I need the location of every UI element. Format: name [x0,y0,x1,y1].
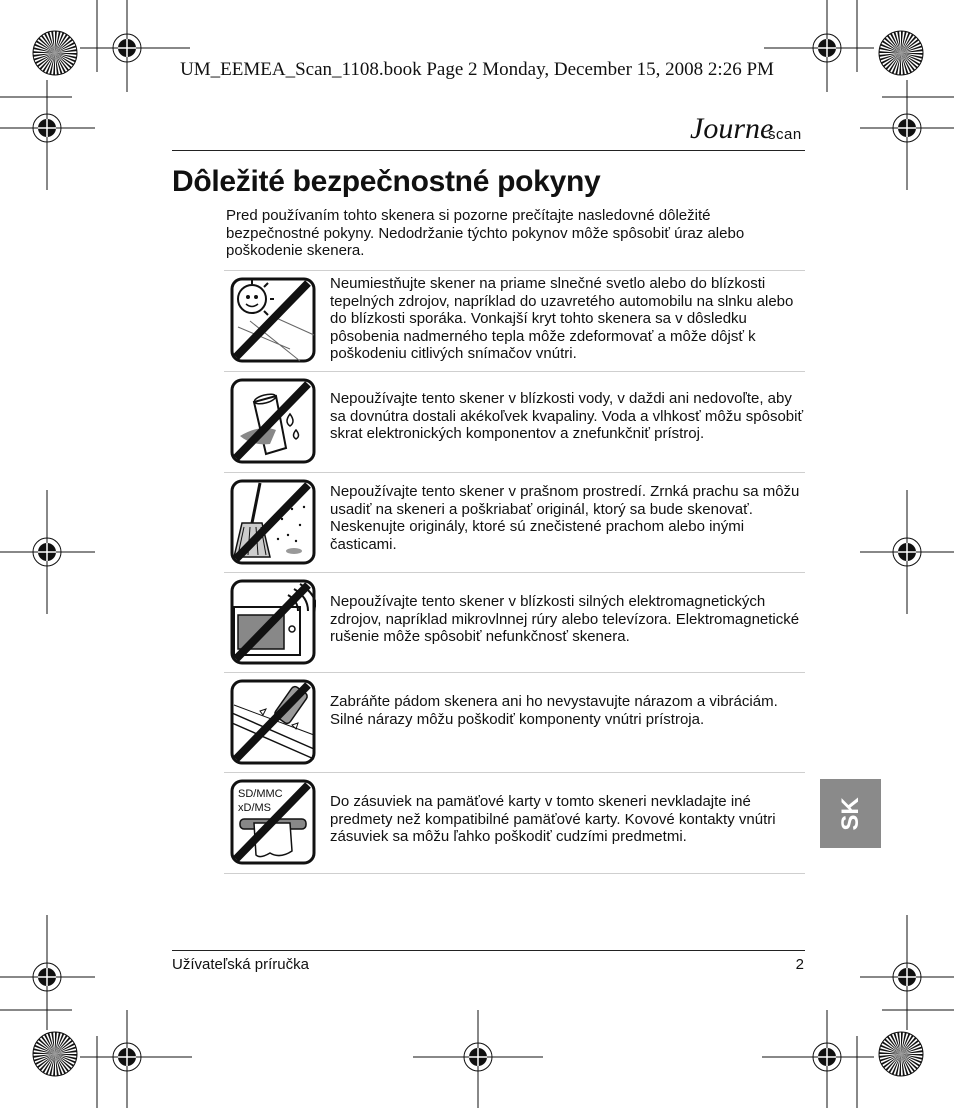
registration-star-icon [879,1032,923,1076]
print-header: UM_EEMEA_Scan_1108.book Page 2 Monday, December 15, 2008 2:26 PM [180,59,774,80]
warning-row [224,672,805,773]
no-dust-icon [230,479,316,565]
intro-paragraph: Pred používaním tohto skenera si pozorne prečítajte nasledovné dôležité bezpečnostné pokyny. Nedodržanie týchto pokynov môže spôsobiť úraz alebo poškodenie skenera. [226,207,745,259]
warning-text: Do zásuviek na pamäťové karty v tomto skeneri nevkladajte iné predmety než kompatibilné pamäťové karty. Kovové kontakty vnútri zásuviek sa môžu ľahko poškodiť cudzími predmetmi. [330,793,776,845]
warning-row [224,572,805,673]
card-slot-label-1: SD/MMC [238,788,283,800]
card-slot-label-2: xD/MS [238,802,271,814]
warning-text: Nepoužívajte tento skener v blízkosti silných elektromagnetických zdrojov, napríklad mikrovlnnej rúry alebo televízora. Elektromagnetické rušenie môže spôsobiť nefunkčnosť skenera. [330,593,800,645]
no-drop-icon [230,679,316,765]
brand-product: scan [768,126,802,143]
header-rule [172,150,805,151]
warning-row [224,371,805,472]
page-title: Dôležité bezpečnostné pokyny [172,165,601,198]
language-tab [820,779,881,848]
registration-star-icon [33,1032,77,1076]
warning-text: Nepoužívajte tento skener v prašnom prostredí. Zrnká prachu sa môžu usadiť na skeneri a poškriabať originál, ktorý sa bude skenovať. Neskenujte originály, ktoré sú znečistené prachom alebo inými časticami. [330,483,800,553]
footer-rule [172,950,805,951]
no-electromagnetic-icon [230,579,316,665]
warning-text: Zabráňte pádom skenera ani ho nevystavujte nárazom a vibráciám. Silné nárazy môžu poškodiť komponenty vnútri prístroja. [330,693,778,728]
language-tab-label: SK [836,796,864,831]
page-number: 2 [795,956,804,973]
warning-row [224,472,805,573]
warning-row [224,270,805,371]
no-sunlight-icon [230,277,316,363]
no-water-icon [230,378,316,464]
warning-text: Nepoužívajte tento skener v blízkosti vody, v daždi ani nedovoľte, aby sa dovnútra dostali akékoľvek kvapaliny. Voda a vlhkosť môžu spôsobiť skrat elektronických komponentov a znefunkčniť prístroj. [330,390,804,442]
warning-text: Neumiestňujte skener na priame slnečné svetlo alebo do blízkosti tepelných zdrojov, napríklad do uzavretého automobilu na slnku alebo do blízkosti sporáka. Vonkajší kryt tohto skenera sa v dôsledku pôsobenia nadmerného tepla môže zdeformovať a môže dôjsť k poškodeniu citlivých snímačov vnútri. [330,275,794,362]
warning-row [224,772,805,874]
brand-script: Journe [690,112,774,145]
no-foreign-objects-icon [230,779,316,865]
footer-title: Užívateľská príručka [172,956,309,973]
